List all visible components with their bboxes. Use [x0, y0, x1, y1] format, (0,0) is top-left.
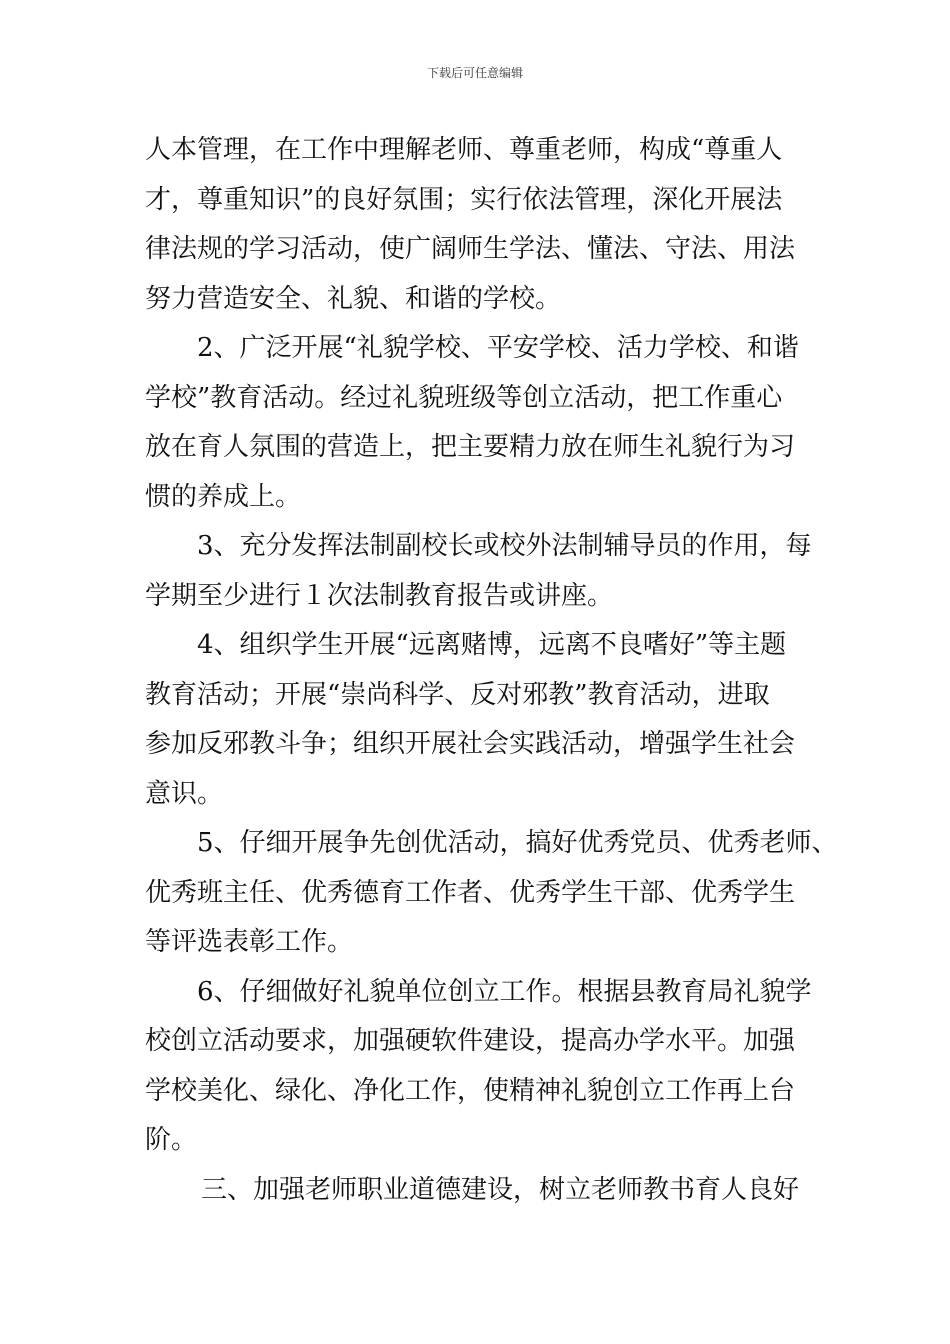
text-line: 教育活动；开展“崇尚科学、反对邪教”教育活动，进取 — [145, 679, 770, 710]
text-line: 优秀班主任、优秀德育工作者、优秀学生干部、优秀学生 — [145, 877, 796, 908]
text-line: 4、组织学生开展“远离赌博，远离不良嗜好”等主题 — [197, 630, 787, 660]
text-line: 5、仔细开展争先创优活动，搞好优秀党员、优秀老师、 — [197, 828, 838, 858]
text-line: 学校”教育活动。经过礼貌班级等创立活动，把工作重心 — [145, 382, 783, 413]
text-line: 才，尊重知识”的良好氛围；实行依法管理，深化开展法 — [145, 184, 783, 215]
text-line: 参加反邪教斗争；组织开展社会实践活动，增强学生社会 — [145, 729, 796, 759]
document-body — [145, 126, 838, 1215]
text-line: 放在育人氛围的营造上，把主要精力放在师生礼貌行为习 — [145, 432, 796, 462]
text-line: 努力营造安全、礼貌、和谐的学校。 — [145, 283, 562, 314]
text-line: 校创立活动要求，加强硬软件建设，提高办学水平。加强 — [145, 1026, 796, 1056]
text-line: 阶。 — [145, 1125, 198, 1155]
text-line: 三、加强老师职业道德建设，树立老师教书育人良好 — [201, 1174, 800, 1205]
text-line: 3、充分发挥法制副校长或校外法制辅导员的作用，每 — [197, 531, 812, 561]
header-note: 下载后可任意编辑 — [426, 66, 523, 80]
text-line: 意识。 — [145, 778, 224, 809]
text-line: 学期至少进行１次法制教育报告或讲座。 — [145, 580, 614, 611]
text-line: 2、广泛开展“礼貌学校、平安学校、活力学校、和谐 — [197, 333, 799, 363]
text-line: 律法规的学习活动，使广阔师生学法、懂法、守法、用法 — [145, 234, 796, 264]
text-line: 人本管理，在工作中理解老师、尊重老师，构成“尊重人 — [145, 135, 783, 165]
text-line: 6、仔细做好礼貌单位创立工作。根据县教育局礼貌学 — [197, 976, 812, 1007]
text-line: 等评选表彰工作。 — [145, 927, 354, 957]
text-line: 惯的养成上。 — [145, 481, 302, 512]
text-line: 学校美化、绿化、净化工作，使精神礼貌创立工作再上台 — [145, 1075, 796, 1106]
